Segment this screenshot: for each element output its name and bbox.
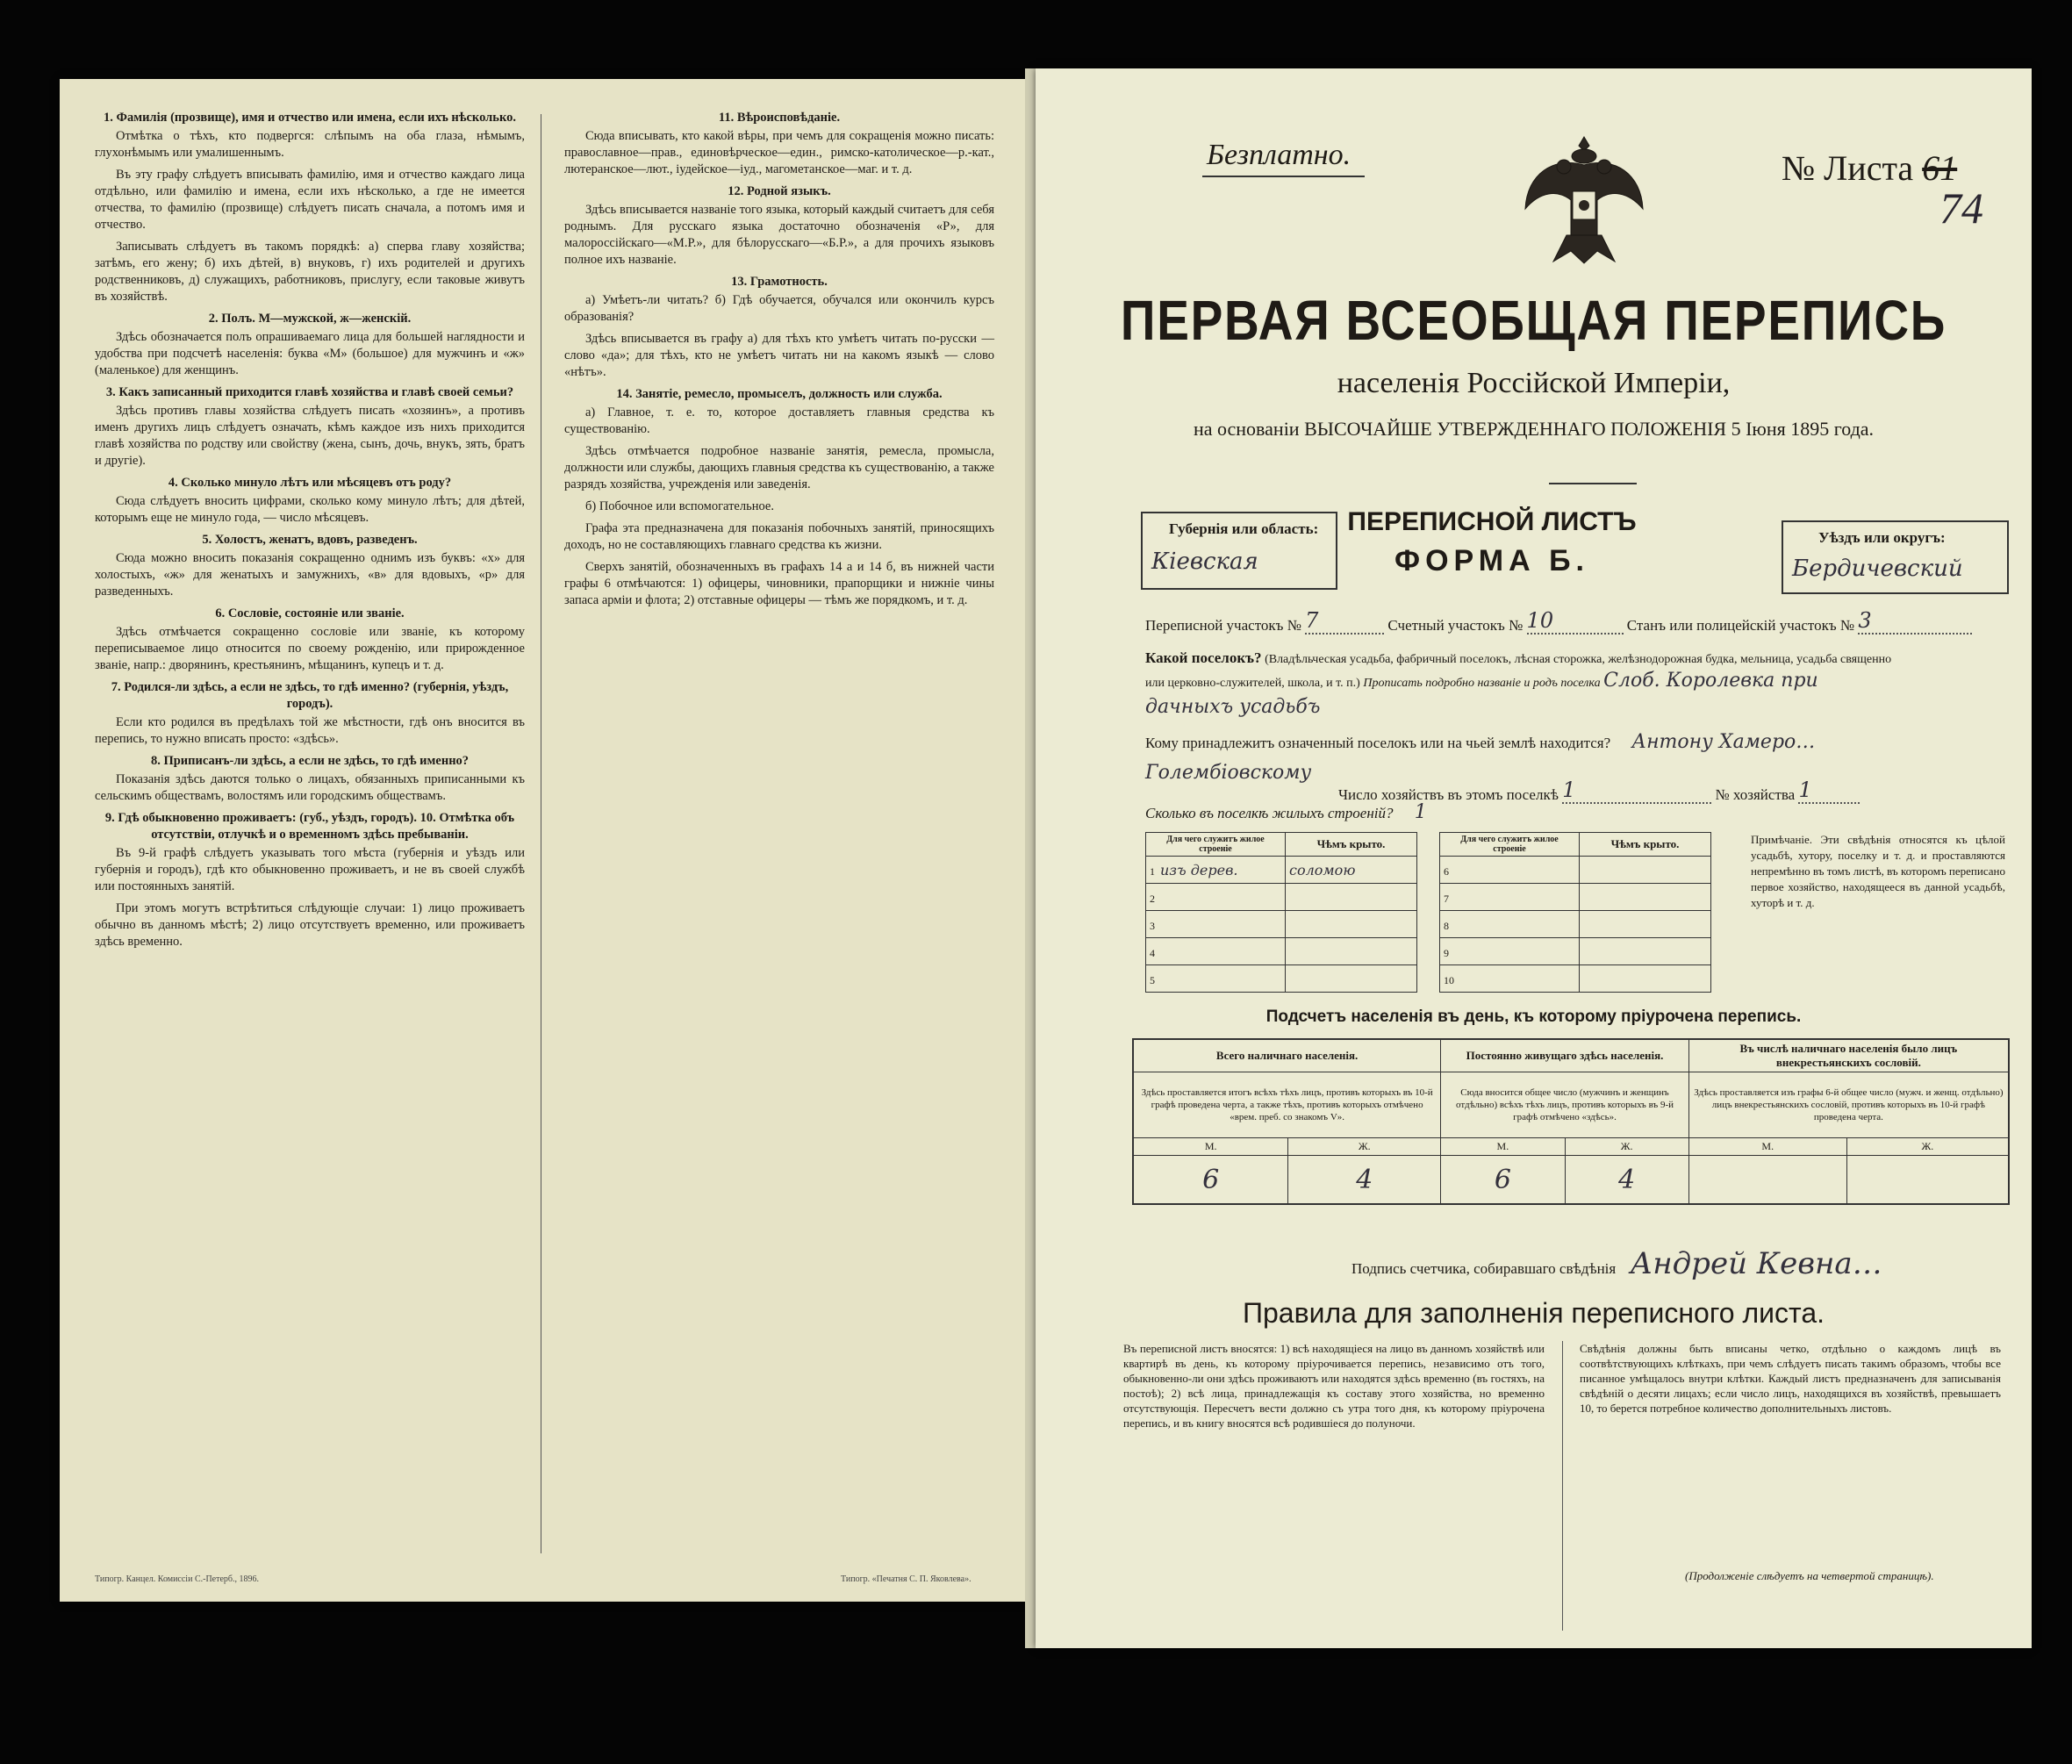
section-heading: 1. Фамилія (прозвище), имя и отчество или имена, если ихъ нѣсколько. (104, 111, 516, 125)
table-head-roof: Чѣмъ крыто. (1286, 833, 1417, 857)
building-use-cell (1440, 911, 1580, 938)
owner-row (1145, 731, 1815, 753)
districts-row (1145, 608, 1972, 635)
instructions-column-1 (95, 105, 525, 956)
female-count: 4 (1565, 1156, 1688, 1205)
rules-divider (1562, 1341, 1563, 1631)
section-heading: 13. Грамотность. (731, 275, 828, 289)
row-number: 8 (1444, 919, 1449, 932)
sheet-number-crossed: 61 (1922, 148, 1958, 188)
building-use-cell (1146, 965, 1286, 993)
female-count (1846, 1156, 2009, 1205)
province-label: Губернія или область: (1169, 520, 1319, 537)
title-rule (1549, 483, 1637, 484)
building-use: изъ дерев. (1160, 861, 1238, 878)
count-value-row (1133, 1156, 2009, 1205)
signature-label: Подпись счетчика, собиравшаго свѣдѣнія (1351, 1260, 1617, 1277)
section-paragraph: Сюда слѣдуетъ вносить цифрами, сколько кому минуло лѣтъ; для дѣтей, которымъ еще не минуло года, — число мѣсяцевъ. (95, 494, 525, 525)
settlement-label: Какой поселокъ? (1145, 649, 1262, 666)
building-use-cell (1146, 857, 1286, 884)
right-page-census-form (1036, 68, 2032, 1648)
instructions-column-2 (564, 105, 994, 614)
table-head-use: Для чего служитъ жилое строеніе (1440, 833, 1580, 857)
count-desc-row (1133, 1072, 2009, 1138)
table-head-roof: Чѣмъ крыто. (1580, 833, 1711, 857)
section-paragraph: При этомъ могутъ встрѣтиться слѣдующіе случаи: 1) лицо проживаетъ обычно въ данномъ мѣстѣ; 2) лицо отсутствуетъ временно, или проживаетъ здѣсь временно. (95, 901, 525, 949)
settlement-value-2: дачныхъ усадьбъ (1145, 696, 1321, 718)
section-paragraph: Отмѣтка о тѣхъ, кто подвергся: слѣпымъ на оба глаза, нѣмымъ, глухонѣмымъ или умалишеннымъ. (95, 129, 525, 160)
section-paragraph: Здѣсь вписывается въ графу а) для тѣхъ кто умѣетъ читать по-русски — слово «да»; для тѣхъ, кто не умѣетъ читать ни на какомъ языкѣ — слово «нѣтъ». (564, 332, 994, 379)
section-paragraph: Здѣсь отмѣчается подробное названіе занятія, ремесла, промысла, должности или службы, дающихъ главныя средства къ существованію, а также разрядъ хозяйства, учрежденія или заведенія. (564, 444, 994, 491)
section-paragraph: Здѣсь обозначается полъ опрашиваемаго лица для большей наглядности и удобства при подсчетѣ населенія: буква «М» (большое) для мужчинъ и «ж» (маленькое) для женщинъ. (95, 330, 525, 377)
household-no-value: 1 (1798, 778, 1860, 804)
form-name: ФОРМА Б. (1394, 544, 1589, 577)
stan-label: Станъ или полицейскій участокъ № (1626, 617, 1855, 634)
settlement-hint: (Владѣльческая усадьба, фабричный поселокъ, лѣсная сторожка, желѣзнодорожная будка, мельница, усадьба священно или церковно-служителей, школа, и т. п.) (1145, 653, 1892, 690)
section-heading: 4. Сколько минуло лѣтъ или мѣсяцевъ отъ роду? (168, 476, 452, 490)
households-row (1338, 778, 1860, 804)
rules-column-1: Въ переписной листъ вносятся: 1) всѣ находящіеся на лицо въ данномъ хозяйствѣ или квартирѣ въ день, къ которому пріурочивается перепись, независимо отъ того, обыкновенно-ли они здѣсь проживаютъ или находятся здѣсь временно (въ гостяхъ, на постоѣ); 2) всѣ лица, принадлежащія къ составу этого хозяйства, но временно отсутствующія. Пересчетъ вести должно съ утра того дня, къ которому пріурочена перепись, и въ книгу вносятся всѣ родившіеся до полуночи. (1123, 1342, 1545, 1430)
section-paragraph: б) Побочное или вспомогательное. (585, 499, 774, 513)
building-use-cell (1146, 911, 1286, 938)
stan-value: 3 (1858, 608, 1972, 635)
settlement-row (1145, 648, 1909, 694)
population-count-table (1132, 1038, 2010, 1205)
row-number: 2 (1150, 892, 1155, 905)
table-row (1440, 911, 1711, 938)
row-number: 4 (1150, 946, 1155, 959)
count-head-row (1133, 1039, 2009, 1072)
building-roof: соломою (1286, 857, 1417, 884)
table-head-use: Для чего служитъ жилое строеніе (1146, 833, 1286, 857)
table-row (1146, 857, 1417, 884)
table-row (1440, 965, 1711, 993)
building-use-cell (1440, 965, 1580, 993)
section-heading: 7. Родился-ли здѣсь, а если не здѣсь, то гдѣ именно? (губернія, уѣздъ, городъ). (111, 680, 509, 711)
building-roof (1580, 965, 1711, 993)
section-paragraph: Если кто родился въ предѣлахъ той же мѣстности, гдѣ онъ вносится въ перепись, то нужно вписать просто: «здѣсь». (95, 715, 525, 746)
male-count: 6 (1441, 1156, 1565, 1205)
male-label: М. (1688, 1138, 1846, 1156)
rules-title: Правила для заполненія переписного листа. (1243, 1297, 1825, 1329)
census-district-label: Переписной участокъ № (1145, 617, 1301, 634)
section-paragraph: а) Главное, т. е. то, которое доставляетъ главныя средства къ существованію. (564, 405, 994, 436)
female-label: Ж. (1288, 1138, 1441, 1156)
section-paragraph: Сюда вписывать, кто какой вѣры, при чемъ для сокращенія можно писать: православное—прав., единовѣрческое—един., римско-католическое—р.-кат., лютеранское—лют., іудейское—іуд., магометанское—маг. и т. д. (564, 129, 994, 176)
section-paragraph: Показанія здѣсь даются только о лицахъ, обязанныхъ приписанными къ сельскимъ обществамъ, волостямъ или городскимъ обществамъ. (95, 772, 525, 803)
census-subtitle: населенія Россійской Имперіи, (1337, 367, 1731, 399)
section-heading: 11. Вѣроисповѣданіе. (718, 111, 841, 125)
left-page-instructions (60, 79, 1025, 1602)
sheet-number (1782, 147, 1957, 189)
row-number: 6 (1444, 864, 1449, 878)
female-label: Ж. (1565, 1138, 1688, 1156)
section-paragraph: Въ 9-й графѣ слѣдуетъ указывать того мѣста (губернія и уѣздъ или губернія и городъ), гдѣ кто обыкновенно проживаетъ, и не въ своей службѣ или постоянныхъ занятій. (95, 846, 525, 893)
male-label: М. (1441, 1138, 1565, 1156)
buildings-table-right (1439, 832, 1711, 993)
section-paragraph: Сверхъ занятій, обозначенныхъ въ графахъ 14 а и 14 б, въ нижней части графы 6 отмѣчаются: 1) офицеры, чиновники, прапорщики и нижніе чины запаса арміи и флота; 2) отставные офицеры — тѣмъ же порядкомъ, и т. д. (564, 560, 994, 607)
census-title: ПЕРВАЯ ВСЕОБЩАЯ ПЕРЕПИСЬ (1120, 289, 1947, 352)
row-number: 9 (1444, 946, 1449, 959)
households-value: 1 (1562, 778, 1711, 804)
households-label: Число хозяйствъ въ этомъ поселкѣ (1338, 786, 1559, 803)
section-heading: 8. Приписанъ-ли здѣсь, а если не здѣсь, то гдѣ именно? (150, 754, 470, 768)
building-roof (1580, 884, 1711, 911)
settlement-value: Слоб. Королевка при (1603, 670, 1818, 692)
building-use-cell (1440, 884, 1580, 911)
row-number: 1 (1150, 864, 1155, 878)
male-label: М. (1133, 1138, 1288, 1156)
building-roof (1580, 857, 1711, 884)
buildings-label: Сколько въ поселкѣ жилыхъ строеній? (1145, 805, 1394, 821)
section-paragraph: Здѣсь отмѣчается сокращенно сословіе или званіе, къ которому переписываемое лицо относится по своему рожденію, или прирожденное званіе, напр.: дворянинъ, крестьянинъ, мѣщанинъ, купецъ и т. д. (95, 625, 525, 672)
row-number: 7 (1444, 892, 1449, 905)
female-label: Ж. (1846, 1138, 2009, 1156)
printer-imprint-right: Типогр. «Печатня С. П. Яковлева». (841, 1574, 971, 1584)
section-heading: 14. Занятіе, ремесло, промыселъ, должность или служба. (616, 387, 943, 401)
sheet-number-handwritten: 74 (1939, 183, 1983, 233)
buildings-row (1145, 801, 1427, 823)
rules-column-2: Свѣдѣнія должны быть вписаны четко, отдѣльно о каждомъ лицѣ въ соотвѣтствующихъ клѣткахъ, при чемъ слѣдуетъ писать такимъ образомъ, чтобы все писанное умѣщалось внутри клѣтки. Каждый листъ предназначенъ для записыванія свѣдѣній о десяти лицахъ; если число лицъ, находящихся въ хозяйствѣ, превышаетъ 10, то берется потребное количество дополнительныхъ листовъ. (1580, 1342, 2001, 1415)
form-header (1246, 507, 1738, 578)
count-col-desc: Здѣсь проставляется изъ графы 6-й общее число (мужч. и женщ. отдѣльно) лицъ внекрестьянскихъ сословій, противъ которыхъ въ 10-й графѣ проведена черта. (1688, 1072, 2009, 1138)
building-roof (1286, 884, 1417, 911)
table-row (1440, 938, 1711, 965)
row-number: 10 (1444, 973, 1454, 986)
female-count: 4 (1288, 1156, 1441, 1205)
section-paragraph: Графа эта предназначена для показанія побочныхъ занятій, приносящихъ доходъ, но не составляющихъ главнаго средства къ жизни. (564, 521, 994, 552)
building-use-cell (1146, 884, 1286, 911)
district-value: Бердичевский (1792, 556, 1963, 582)
free-label: Безплатно. (1207, 139, 1351, 171)
district-box (1782, 520, 2009, 594)
male-count: 6 (1133, 1156, 1288, 1205)
owner-label: Кому принадлежитъ означенный поселокъ или на чьей землѣ находится? (1145, 735, 1611, 751)
section-heading: 9. Гдѣ обыкновенно проживаетъ: (губ., уѣздъ, городъ). 10. Отмѣтка объ отсутствіи, отлучкѣ и о временномъ здѣсь пребываніи. (104, 811, 515, 842)
section-paragraph: Здѣсь противъ главы хозяйства слѣдуетъ писать «хозяинъ», а противъ именъ другихъ лицъ слѣдуетъ означать, кѣмъ каждое изъ нихъ приходится главѣ хозяйства по родству или свойству (жена, сынъ, дочь, внукъ, зять, братъ и другіе). (95, 404, 525, 468)
count-title: Подсчетъ населенія въ день, къ которому пріурочена перепись. (1265, 1007, 1802, 1026)
building-roof (1286, 938, 1417, 965)
count-col-head: Въ числѣ наличнаго населенія было лицъ внекрестьянскихъ сословій. (1688, 1039, 2009, 1072)
owner-value: Антону Хамеро… (1631, 731, 1816, 753)
count-col-desc: Сюда вносится общее число (мужчинъ и женщинъ отдѣльно) всѣхъ тѣхъ лицъ, противъ которыхъ въ 9-й графѣ отмѣчено «здѣсь». (1441, 1072, 1689, 1138)
census-decree-line: на основаніи ВЫСОЧАЙШЕ УТВЕРЖДЕННАГО ПОЛОЖЕНІЯ 5 Іюня 1895 года. (1193, 418, 1875, 440)
table-row (1146, 884, 1417, 911)
signature-value: Андрей Кевна… (1630, 1246, 1882, 1281)
count-district-value: 10 (1527, 608, 1624, 635)
table-row (1146, 938, 1417, 965)
rules-continued: (Продолженіе слѣдуетъ на четвертой страницѣ). (1685, 1569, 1934, 1582)
section-heading: 2. Полъ. М—мужской, ж—женскій. (208, 312, 412, 326)
building-roof (1286, 911, 1417, 938)
row-number: 5 (1150, 973, 1155, 986)
building-roof (1580, 938, 1711, 965)
section-heading: 3. Какъ записанный приходится главѣ хозяйства и главѣ своей семьи? (105, 385, 514, 399)
section-paragraph: Записывать слѣдуетъ въ такомъ порядкѣ: а) сперва главу хозяйства; затѣмъ, его жену; б) ихъ дѣтей, в) внуковъ, г) ихъ родителей и другихъ родственниковъ, д) служащихъ, работниковъ, прислугу, если таковые живутъ въ хозяйствѣ. (95, 240, 525, 304)
count-col-head: Постоянно живущаго здѣсь населенія. (1441, 1039, 1689, 1072)
settlement-hint-2: Прописать подробно названіе и родъ поселка (1363, 677, 1601, 690)
section-heading: 5. Холостъ, женатъ, вдовъ, разведенъ. (202, 533, 418, 547)
section-paragraph: Здѣсь вписывается названіе того языка, который каждый считаетъ для себя роднымъ. Для русскаго языка достаточно обозначенія «Р», для малороссійскаго—«М.Р.», для бѣлорусскаго—«Б.Р.», а для прочихъ языковъ полное ихъ названіе. (564, 203, 994, 267)
building-use-cell (1440, 857, 1580, 884)
imperial-eagle-icon (1518, 130, 1650, 270)
table-row (1440, 884, 1711, 911)
table-row (1146, 911, 1417, 938)
building-use-cell (1146, 938, 1286, 965)
section-heading: 12. Родной языкъ. (728, 184, 831, 198)
section-paragraph: Въ эту графу слѣдуетъ вписывать фамилію, имя и отчество каждаго лица отдѣльно, или фамилію и имена, если ихъ нѣсколько, а где не имеется отчества, то фамилію (прозвище) слѣдуетъ писать сначала, а потомъ имя и отчество. (95, 168, 525, 232)
buildings-table-left (1145, 832, 1417, 993)
building-roof (1286, 965, 1417, 993)
count-col-desc: Здѣсь проставляется итогъ всѣхъ тѣхъ лицъ, противъ которыхъ въ 10-й графѣ проведена черта, а также тѣхъ, противъ которыхъ отмѣчено «врем. преб. со знакомъ V». (1133, 1072, 1441, 1138)
province-value: Кіевская (1151, 549, 1258, 575)
section-heading: 6. Сословіе, состояніе или званіе. (215, 606, 405, 620)
sheet-label: № Листа (1782, 148, 1914, 188)
owner-value-2: Голембіовскому (1145, 762, 1312, 784)
count-mf-row (1133, 1138, 2009, 1156)
district-label: Уѣздъ или округъ: (1818, 529, 1946, 546)
census-district-value: 7 (1305, 608, 1384, 635)
section-paragraph: а) Умѣетъ-ли читать? б) Гдѣ обучается, обучался или окончилъ курсъ образованія? (564, 293, 994, 324)
building-use-cell (1440, 938, 1580, 965)
count-district-label: Счетный участокъ № (1387, 617, 1524, 634)
household-no-label: № хозяйства (1715, 786, 1796, 803)
male-count (1688, 1156, 1846, 1205)
table-row (1440, 857, 1711, 884)
printer-imprint-left: Типогр. Канцел. Комиссіи С.-Петерб., 1896. (95, 1574, 259, 1584)
count-col-head: Всего наличнаго населенія. (1133, 1039, 1441, 1072)
buildings-note: Примѣчаніе. Эти свѣдѣнія относятся къ цѣлой усадьбѣ, хутору, поселку и т. д. и проставляются непремѣнно въ томъ листѣ, въ которомъ переписано первое хозяйство, находящееся въ данной усадьбѣ, хуторѣ и т. д. (1751, 833, 2005, 909)
table-row (1146, 965, 1417, 993)
row-number: 3 (1150, 919, 1155, 932)
building-roof (1580, 911, 1711, 938)
free-underline (1202, 176, 1365, 177)
signature-row (1351, 1246, 1882, 1281)
section-paragraph: Сюда можно вносить показанія сокращенно однимъ изъ буквъ: «х» для холостыхъ, «ж» для женатыхъ и замужнихъ, «в» для вдовыхъ, «р» для разведенныхъ. (95, 551, 525, 599)
form-title: ПЕРЕПИСНОЙ ЛИСТЪ (1347, 507, 1637, 536)
buildings-value: 1 (1414, 801, 1427, 823)
